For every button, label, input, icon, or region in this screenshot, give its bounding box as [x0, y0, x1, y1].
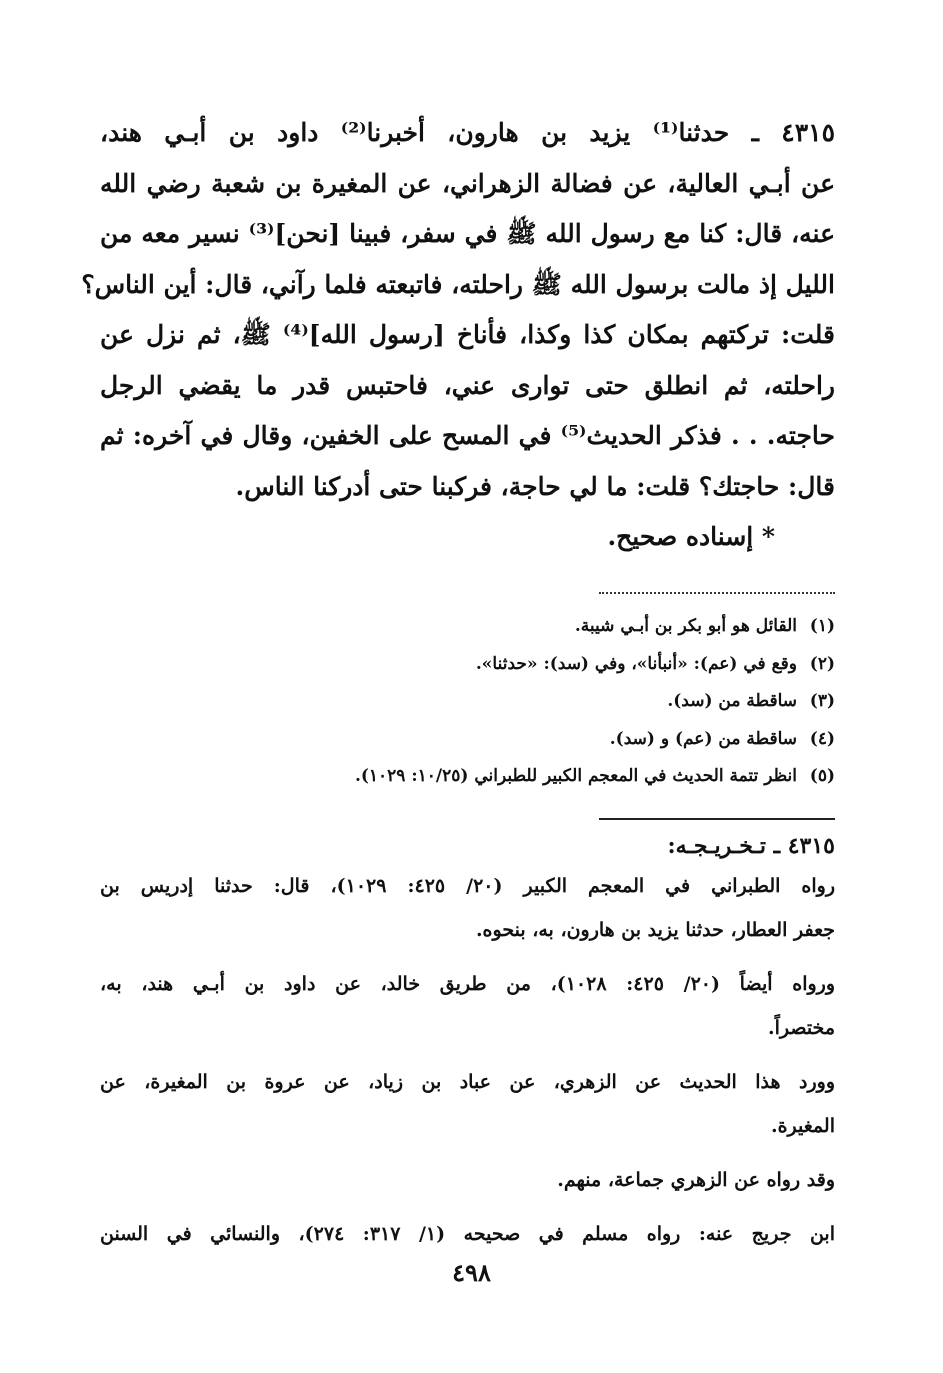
hadith-line: الليل إذ مالت برسول الله ﷺ راحلته، فاتبعته فلما رآني، قال: أين الناس؟ [81, 269, 835, 299]
takhrij-separator [599, 818, 835, 820]
takhrij-line: وورد هذا الحديث عن الزهري، عن عباد بن زياد، عن عروة بن المغيرة، عن [100, 1070, 835, 1093]
footnote-item [100, 608, 835, 646]
hadith-line: عنه، قال: كنا مع رسول الله ﷺ في سفر، فبينا [نحن]⁽³⁾ نسير معه من [100, 219, 836, 248]
hadith-text [81, 108, 836, 512]
footnote-number: (٢) [809, 653, 835, 674]
footnote-item [100, 683, 835, 721]
hadith-line: حاجته. . . فذكر الحديث⁽⁵⁾ في المسح على الخفين، وقال في آخره: ثم [100, 421, 835, 450]
takhrij-paragraph [100, 1060, 835, 1148]
takhrij-heading: ٤٣١٥ ـ تـخـريـجـه: [667, 832, 835, 859]
takhrij-paragraph [100, 1158, 835, 1202]
takhrij-line: ابن جريج عنه: رواه مسلم في صحيحه (١/ ٣١٧: ٢٧٤)، والنسائي في السنن [100, 1222, 835, 1245]
hadith-line: قال: حاجتك؟ قلت: ما لي حاجة، فركبنا حتى أدركنا الناس. [235, 471, 835, 501]
footnote-text: ساقطة من (سد). [667, 691, 797, 711]
footnote-item [100, 721, 835, 759]
takhrij-paragraph [100, 864, 835, 952]
footnote-text: القائل هو أبو بكر بن أبـي شيبة. [574, 616, 797, 636]
takhrij-line: رواه الطبراني في المعجم الكبير (٢٠/ ٤٢٥: ١٠٢٩)، قال: حدثنا إدريس بن [100, 874, 836, 897]
footnote-item [100, 758, 835, 796]
footnote-text: وقع في (عم): «أنبأنا»، وفي (سد): «حدثنا». [475, 653, 797, 674]
takhrij-paragraph [100, 962, 835, 1050]
isnad-verdict: * إسناده صحيح. [607, 522, 775, 551]
footnote-number: (١) [809, 616, 835, 636]
takhrij-line: جعفر العطار، حدثنا يزيد بن هارون، به، بنحوه. [475, 918, 835, 941]
takhrij-paragraph [100, 1212, 835, 1256]
hadith-line: عن أبـي العالية، عن فضالة الزهراني، عن المغيرة بن شعبة رضي الله [100, 168, 835, 198]
takhrij-line: ورواه أيضاً (٢٠/ ٤٢٥: ١٠٢٨)، من طريق خالد، عن داود بن أبـي هند، به، [100, 972, 835, 995]
hadith-line: قلت: تركتهم بمكان كذا وكذا، فأناخ [رسول الله]⁽⁴⁾ ﷺ، ثم نزل عن [100, 320, 835, 349]
footnote-separator [599, 572, 835, 594]
footnote-item [100, 646, 835, 684]
footnote-text: انظر تتمة الحديث في المعجم الكبير للطبراني (١٠/٢٥: ١٠٢٩). [354, 766, 797, 786]
takhrij-line: وقد رواه عن الزهري جماعة، منهم. [557, 1168, 835, 1191]
footnote-number: (٣) [809, 691, 835, 711]
takhrij-line: المغيرة. [770, 1114, 835, 1137]
page-body [81, 108, 836, 1256]
footnote-number: (٤) [809, 728, 835, 749]
page-number: ٤٩٨ [452, 1258, 491, 1287]
takhrij-text [100, 864, 835, 1256]
footnote-number: (٥) [809, 766, 835, 786]
footnotes [100, 608, 835, 796]
takhrij-line: مختصراً. [767, 1016, 835, 1039]
footnote-text: ساقطة من (عم) و (سد). [609, 728, 797, 749]
hadith-line: ٤٣١٥ ـ حدثنا⁽¹⁾ يزيد بن هارون، أخبرنا⁽²⁾ داود بن أبـي هند، [100, 118, 835, 147]
hadith-line: راحلته، ثم انطلق حتى توارى عني، فاحتبس قدر ما يقضي الرجل [100, 370, 835, 400]
